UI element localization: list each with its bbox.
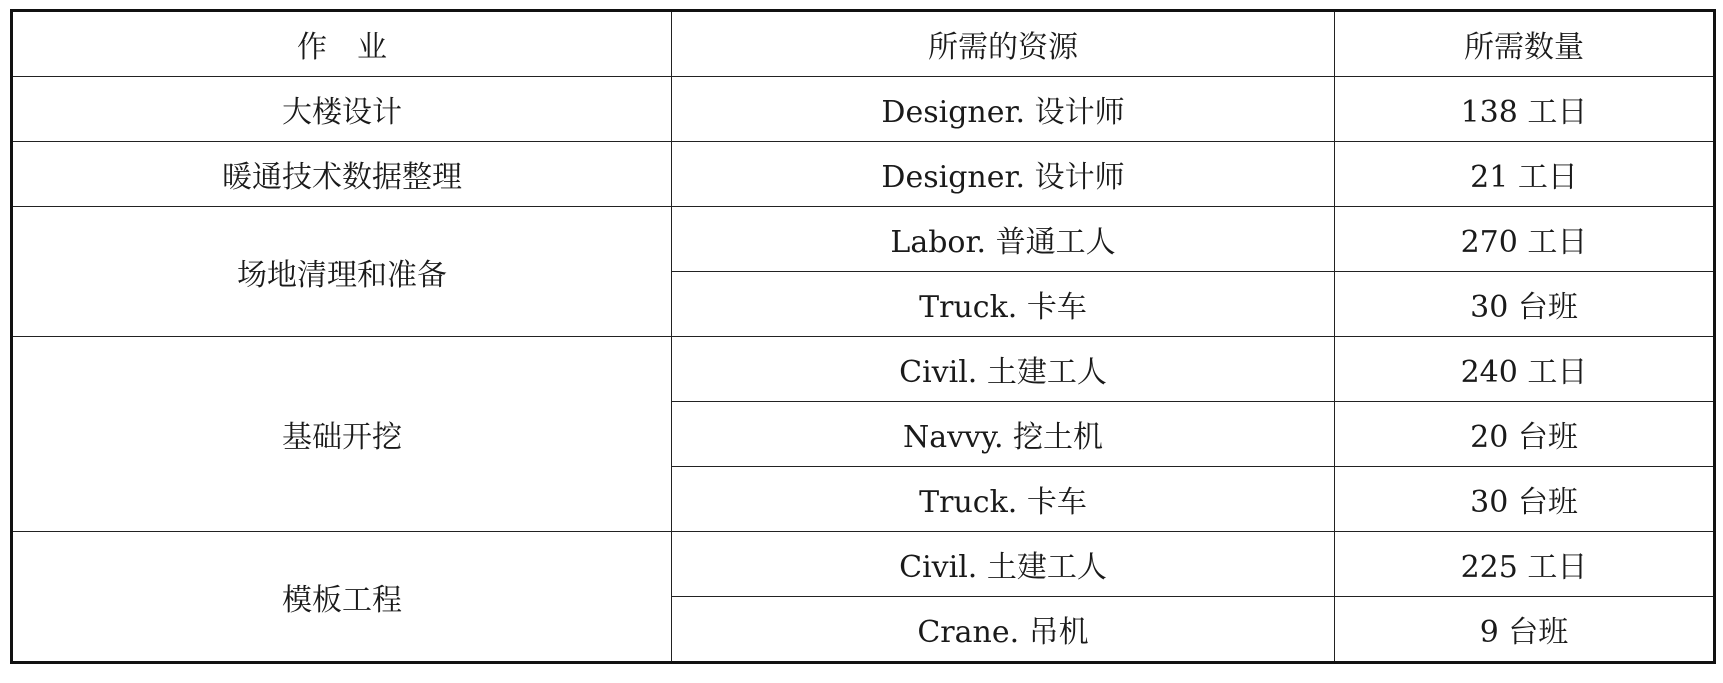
- task-cell: 大楼设计: [12, 77, 672, 142]
- quantity-cell: 225 工日: [1335, 532, 1715, 597]
- table-row: [12, 532, 1715, 597]
- resource-cell: Labor. 普通工人: [672, 207, 1335, 272]
- task-cell: 暖通技术数据整理: [12, 142, 672, 207]
- resource-cell: Civil. 土建工人: [672, 532, 1335, 597]
- resource-cell: Navvy. 挖土机: [672, 402, 1335, 467]
- resource-cell: Truck. 卡车: [672, 272, 1335, 337]
- quantity-cell: 21 工日: [1335, 142, 1715, 207]
- resource-cell: Crane. 吊机: [672, 597, 1335, 663]
- quantity-cell: 20 台班: [1335, 402, 1715, 467]
- table-row: [12, 207, 1715, 272]
- table-row: [12, 142, 1715, 207]
- quantity-cell: 30 台班: [1335, 272, 1715, 337]
- quantity-cell: 270 工日: [1335, 207, 1715, 272]
- quantity-cell: 138 工日: [1335, 77, 1715, 142]
- resource-cell: Civil. 土建工人: [672, 337, 1335, 402]
- header-resource: 所需的资源: [672, 11, 1335, 77]
- resource-cell: Designer. 设计师: [672, 142, 1335, 207]
- quantity-cell: 9 台班: [1335, 597, 1715, 663]
- resource-table: [10, 9, 1716, 664]
- resource-cell: Designer. 设计师: [672, 77, 1335, 142]
- header-quantity: 所需数量: [1335, 11, 1715, 77]
- header-task: 作 业: [12, 11, 672, 77]
- table-row: [12, 337, 1715, 402]
- task-cell: 基础开挖: [12, 337, 672, 532]
- task-cell: 模板工程: [12, 532, 672, 663]
- task-cell: 场地清理和准备: [12, 207, 672, 337]
- quantity-cell: 30 台班: [1335, 467, 1715, 532]
- resource-cell: Truck. 卡车: [672, 467, 1335, 532]
- header-row: [12, 11, 1715, 77]
- table-row: [12, 77, 1715, 142]
- quantity-cell: 240 工日: [1335, 337, 1715, 402]
